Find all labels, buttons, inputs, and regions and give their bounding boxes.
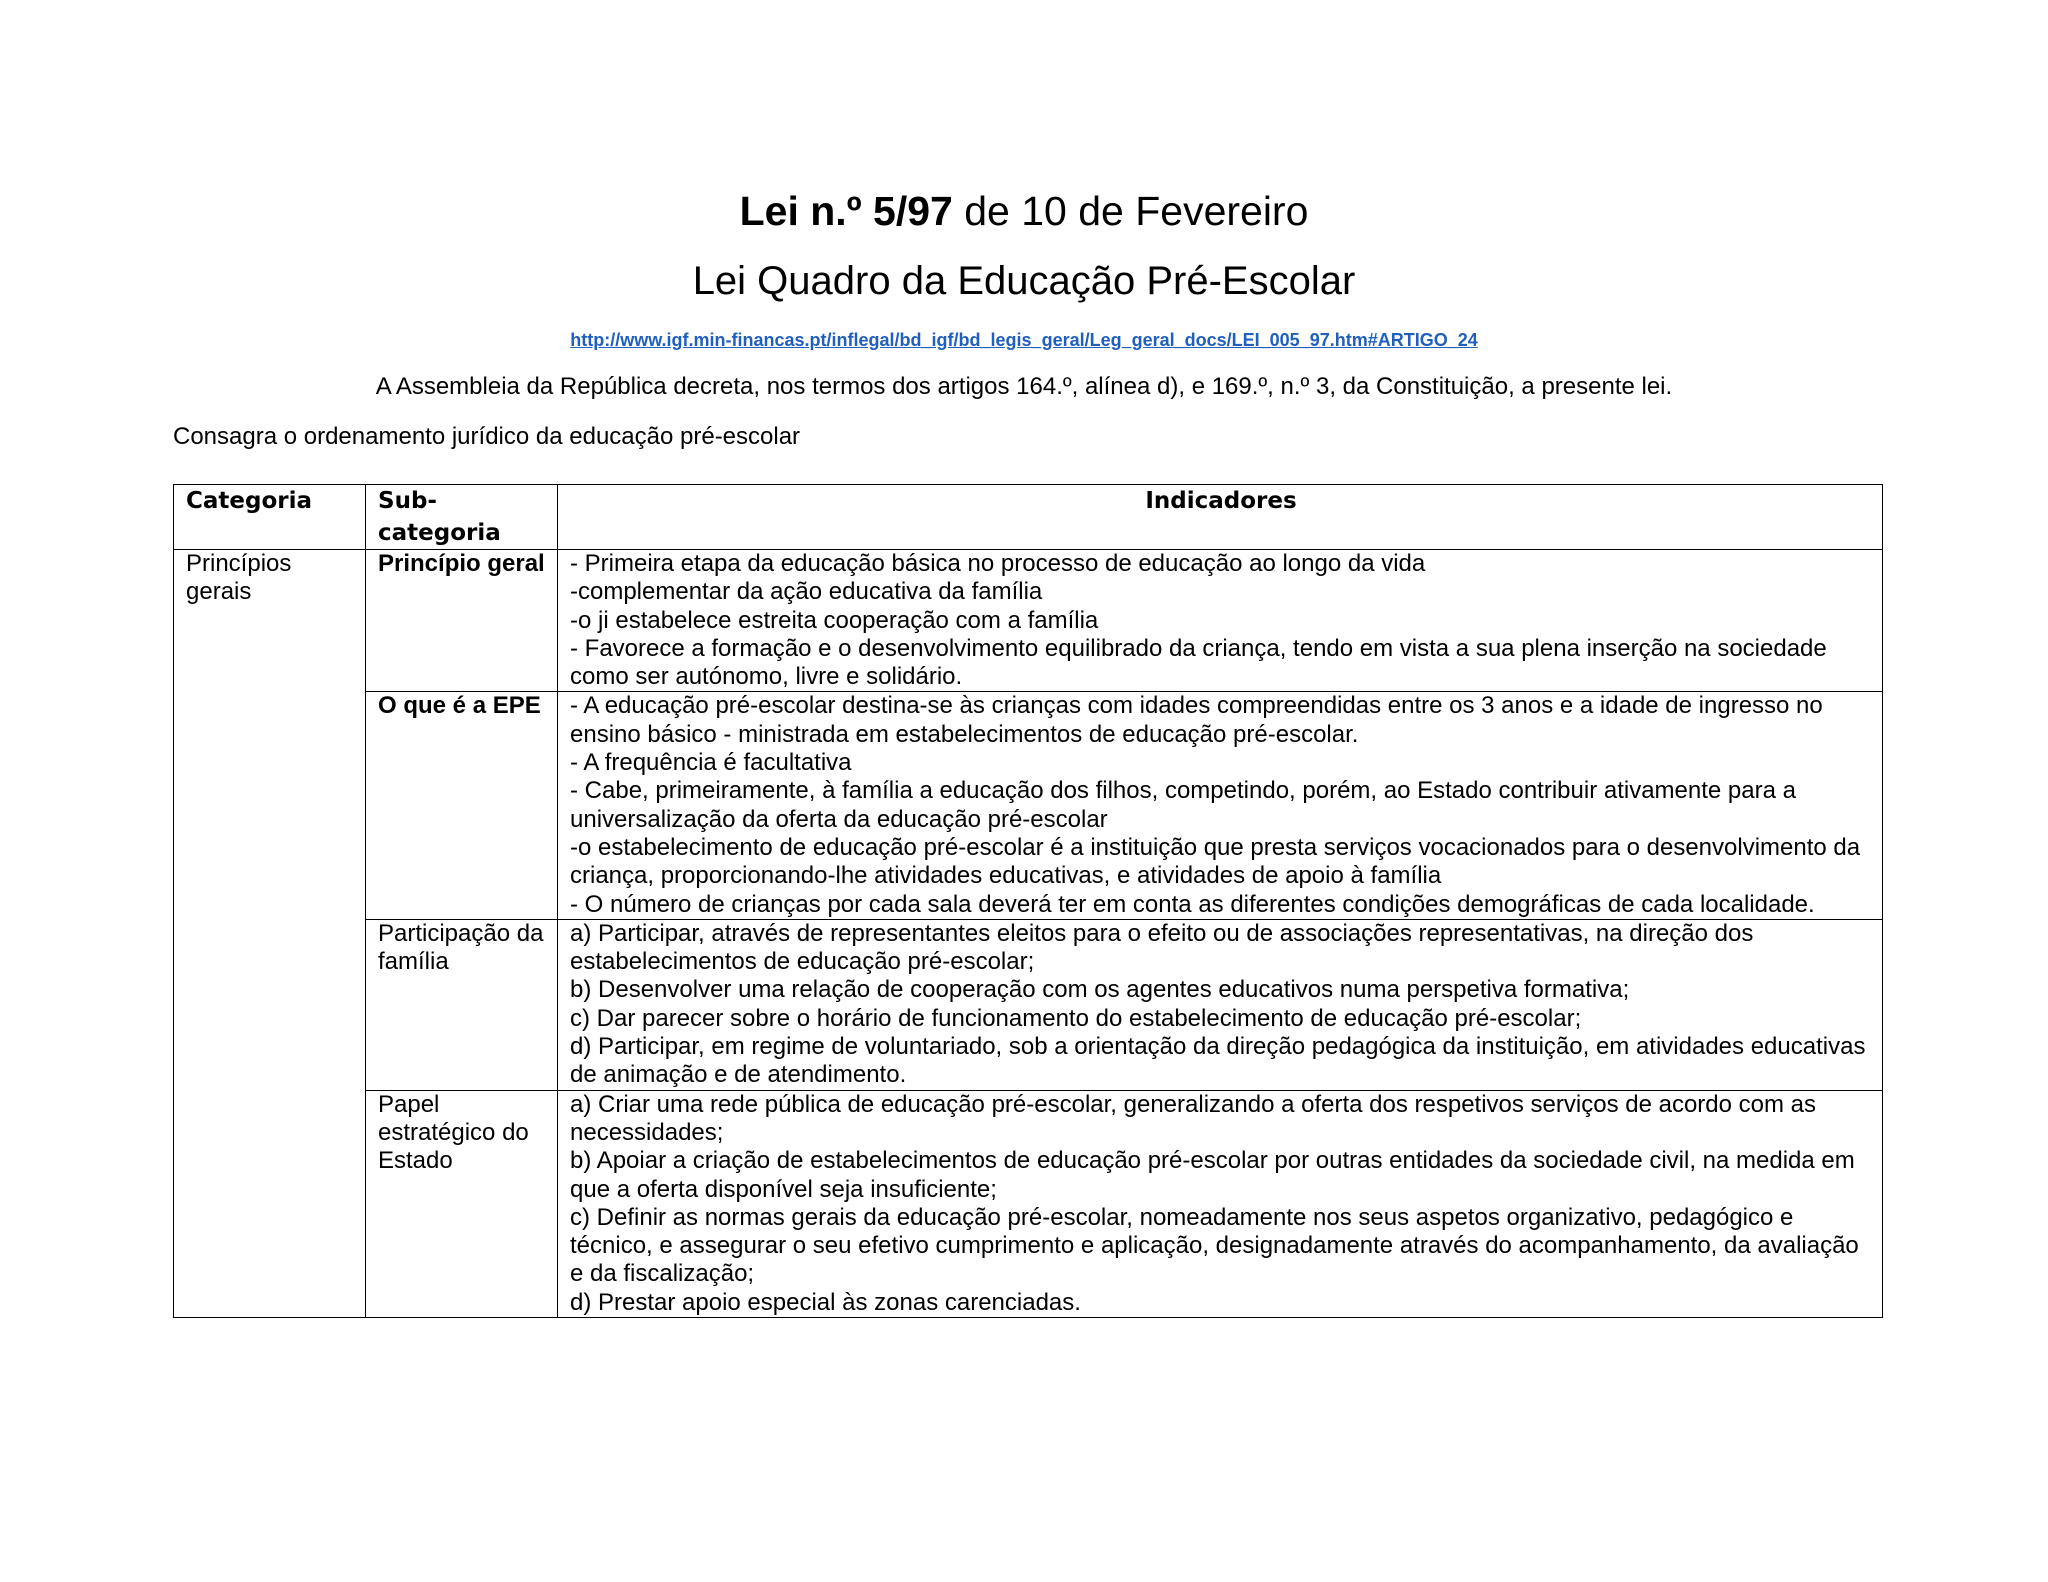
indicator-line: -o estabelecimento de educação pré-escolar é a instituição que presta serviços vocacionados para o desenvolvimento da criança, proporcionando-lhe atividades educativas, e atividades de apoio à família [570, 833, 1861, 890]
document-subtitle: Lei Quadro da Educação Pré-Escolar [692, 259, 1356, 303]
indicator-line: d) Participar, em regime de voluntariado, sob a orientação da direção pedagógica da instituição, em atividades educativas de animação e de atendimento. [570, 1033, 1866, 1089]
indicator-line: b) Apoiar a criação de estabelecimentos de educação pré-escolar por outras entidades da sociedade civil, na medida em que a oferta disponível seja insuficiente; [570, 1147, 1855, 1203]
header-indicadores: Indicadores [558, 485, 1883, 550]
indicator-line: d) Prestar apoio especial às zonas carenciadas. [570, 1288, 1081, 1316]
indicators-cell [558, 692, 1883, 919]
law-number: Lei n.º 5/97 [739, 188, 953, 234]
indicator-line: a) Criar uma rede pública de educação pré-escolar, generalizando a oferta dos respetivos serviços de acordo com as necessidades; [570, 1090, 1817, 1146]
table-row [174, 692, 1883, 919]
indicators-table [173, 484, 1883, 1318]
indicator-line: a) Participar, através de representantes eleitos para o efeito ou de associações representativas, na direção dos estabelecimentos de educação pré-escolar; [570, 919, 1754, 976]
indicators-cell [558, 550, 1883, 692]
table-row [174, 1090, 1883, 1317]
indicator-line: c) Dar parecer sobre o horário de funcionamento do estabelecimento de educação pré-escolar; [570, 1004, 1582, 1032]
category-cell: Princípios gerais [174, 550, 366, 1318]
indicator-line: -complementar da ação educativa da família [570, 578, 1043, 606]
header-categoria: Categoria [174, 485, 366, 550]
document-title [0, 186, 2048, 236]
table-row [174, 919, 1883, 1090]
indicator-line: - Cabe, primeiramente, à família a educação dos filhos, competindo, porém, ao Estado contribuir ativamente para a universalização da oferta da educação pré-escolar [570, 777, 1796, 833]
decree-text: A Assembleia da República decreta, nos termos dos artigos 164.º, alínea d), e 169.º, n.º 3, da Constituição, a presente lei. [375, 373, 1673, 400]
indicator-line: -o ji estabelece estreita cooperação com a família [570, 606, 1099, 634]
indicators-cell [558, 919, 1883, 1090]
table-header-row [174, 485, 1883, 550]
subcategory-cell: O que é a EPE [366, 692, 558, 919]
subcategory-cell: Participação da família [366, 919, 558, 1090]
table-row [174, 550, 1883, 692]
header-subcategoria: Sub-categoria [366, 485, 558, 550]
indicator-line: - A educação pré-escolar destina-se às crianças com idades compreendidas entre os 3 anos e a idade de ingresso no ensino básico - ministrada em estabelecimentos de educação pré-escolar. [570, 692, 1823, 748]
indicator-line: - O número de crianças por cada sala deverá ter em conta as diferentes condições demográficas de cada localidade. [570, 890, 1815, 918]
subcategory-cell: Papel estratégico do Estado [366, 1090, 558, 1317]
law-date: de 10 de Fevereiro [952, 188, 1309, 234]
indicator-line: - A frequência é facultativa [570, 749, 852, 777]
indicator-line: - Favorece a formação e o desenvolvimento equilibrado da criança, tendo em vista a sua plena inserção na sociedade como ser autónomo, livre e solidário. [570, 634, 1827, 691]
indicator-line: b) Desenvolver uma relação de cooperação com os agentes educativos numa perspetiva formativa; [570, 976, 1630, 1004]
source-link[interactable]: http://www.igf.min-financas.pt/inflegal/bd_igf/bd_legis_geral/Leg_geral_docs/LEI_005_97.htm#ARTIGO_24 [570, 330, 1478, 350]
intro-text: Consagra o ordenamento jurídico da educação pré-escolar [173, 423, 801, 450]
indicators-cell [558, 1090, 1883, 1317]
subcategory-cell: Princípio geral [366, 550, 558, 692]
indicator-line: - Primeira etapa da educação básica no processo de educação ao longo da vida [570, 550, 1426, 577]
indicator-line: c) Definir as normas gerais da educação pré-escolar, nomeadamente nos seus aspetos organizativo, pedagógico e técnico, e assegurar o seu efetivo cumprimento e aplicação, designadamente através do acompanhamento, da avaliação e da fiscalização; [570, 1203, 1859, 1288]
